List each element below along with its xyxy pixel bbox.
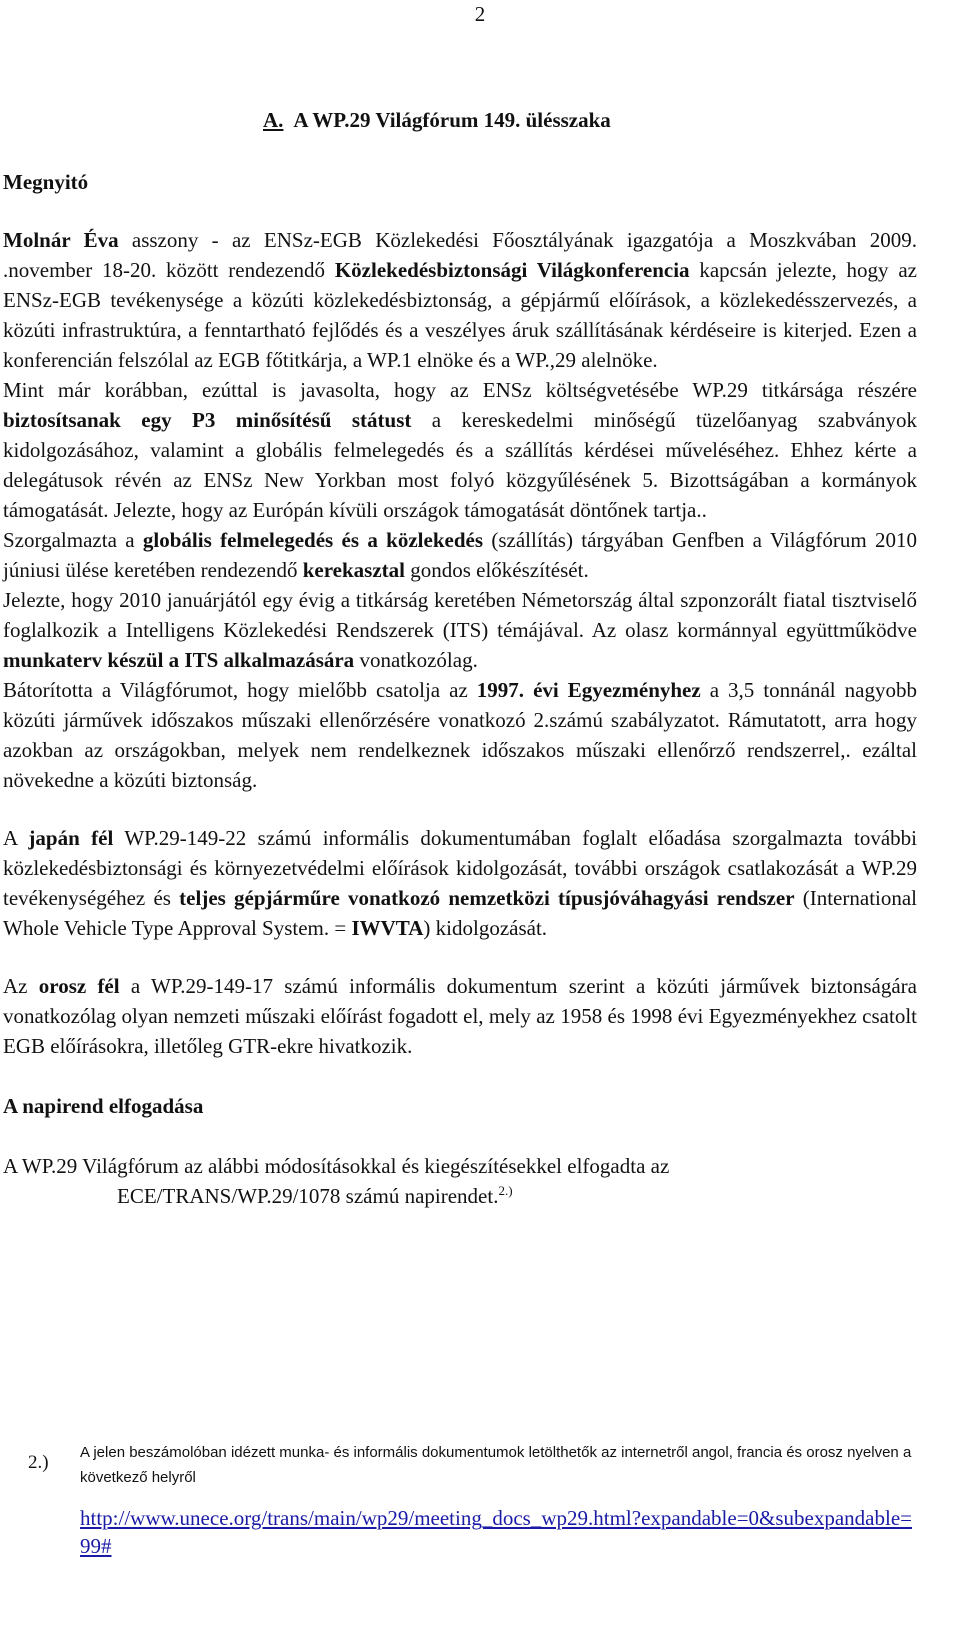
text-span: vonatkozólag. <box>354 648 478 672</box>
text-span: a 3,5 tonnánál nagyobb közúti járművek időszakos műszaki ellenőrzésére vonatkozó 2.számú szabályzatot. Rámutatott, arra hogy azokban az országokban, melyek nem rendelkeznek időszakos műszaki ellenőrző rendszerrel,. ezáltal növekedne a közúti biztonság. <box>3 678 917 792</box>
text-span: Bátorította a Világfórumot, hogy mielőbb csatolja az <box>3 678 477 702</box>
section-title: A WP.29 Világfórum 149. ülésszaka <box>293 108 611 132</box>
paragraph-budget <box>3 375 917 525</box>
text-span: Mint már korábban, ezúttal is javasolta, hogy az ENSz költségvetésébe WP.29 titkársága részére <box>3 378 917 402</box>
speaker-name: Molnár Éva <box>3 228 119 252</box>
document-body <box>3 225 917 1211</box>
emphasis: orosz fél <box>38 974 120 998</box>
text-span: ) kidolgozását. <box>423 916 548 940</box>
opening-subheading: Megnyitó <box>3 170 89 194</box>
emphasis: munkaterv készül a ITS alkalmazására <box>3 648 355 672</box>
agenda-continuation <box>3 1181 917 1211</box>
text-span: Az <box>3 974 39 998</box>
text-span: kapcsán jelezte, hogy az ENSz-EGB tevékenysége a közúti közlekedésbiztonság, a gépjármű előírások, a közlekedésszervezés, a közúti infrastruktúra, a fenntartható fejlődés és a veszélyes áruk szállításának kérdéseire is kiterjed. Ezen a konferencián felszólal az EGB főtitkárja, a WP.1 elnöke és a WP.,29 alelnöke. <box>3 258 917 372</box>
emphasis: 1997. évi Egyezményhez <box>476 678 701 702</box>
text-span: (szállítás) tárgyában Genfben a Világfórum 2010 júniusi ülése keretében rendezendő <box>3 528 917 582</box>
paragraph-its <box>3 585 917 675</box>
text-span: A WP.29 Világfórum az alábbi módosításokkal és kiegészítésekkel elfogadta az <box>3 1154 670 1178</box>
paragraph-gap <box>3 943 917 971</box>
page-number: 2 <box>474 2 486 26</box>
paragraph-agreement <box>3 675 917 795</box>
paragraph-gap <box>3 1061 917 1091</box>
footnote-marker: 2.) <box>28 1452 49 1473</box>
section-letter: A. <box>263 108 284 132</box>
section-heading <box>263 108 611 133</box>
emphasis: teljes gépjárműre vonatkozó nemzetközi típusjóváhagyási rendszer <box>179 886 795 910</box>
text-span: Szorgalmazta a <box>3 528 143 552</box>
conference-name: Közlekedésbiztonsági Világkonferencia <box>334 258 690 282</box>
emphasis: IWVTA <box>351 916 424 940</box>
text-span: ECE/TRANS/WP.29/1078 számú napirendet. <box>117 1184 499 1208</box>
emphasis: biztosítsanak egy P3 minősítésű státust <box>3 408 412 432</box>
paragraph-russia <box>3 971 917 1061</box>
emphasis: globális felmelegedés és a közlekedés <box>142 528 484 552</box>
emphasis: kerekasztal <box>302 558 405 582</box>
text-span: Jelezte, hogy 2010 januárjától egy évig a titkárság keretében Németország által szponzorált fiatal tisztviselő foglalkozik a Intelligens Közlekedési Rendszerek (ITS) témájával. Az olasz kormánnyal együttműködve <box>3 588 917 642</box>
paragraph-gap <box>3 1121 917 1151</box>
text-span: A <box>3 826 29 850</box>
paragraph-gap <box>3 795 917 823</box>
text-span: gondos előkészítését. <box>404 558 589 582</box>
paragraph-agenda <box>3 1151 917 1211</box>
paragraph-opening-remarks <box>3 225 917 375</box>
text-span: (International Whole Vehicle Type Approval System. = <box>3 886 918 940</box>
paragraph-roundtable <box>3 525 917 585</box>
footnote-reference: 2.) <box>498 1183 513 1198</box>
text-span: a kereskedelmi minőségű tüzelőanyag szabványok kidolgozásához, valamint a globális felmelegedés és a szállítás kérdései műveléséhez. Ehhez kérte a delegátusok révén az ENSz New Yorkban most folyó közgyűlésének 5. Bizottságában a kormányok támogatását. Jelezte, hogy az Európán kívüli országok támogatását döntőnek tartja.. <box>3 408 917 522</box>
agenda-heading: A napirend elfogadása <box>3 1094 204 1118</box>
text-span: WP.29-149-22 számú informális dokumentumában foglalt előadása szorgalmazta további közlekedésbiztonsági és környezetvédelmi előírások kidolgozását, további országok csatlakozását a WP.29 tevékenységéhez és <box>3 826 918 910</box>
footnote-link[interactable]: http://www.unece.org/trans/main/wp29/meeting_docs_wp29.html?expandable=0&subexpandable=99# <box>80 1506 913 1558</box>
paragraph-japan <box>3 823 917 943</box>
text-span: asszony - az ENSz-EGB Közlekedési Főosztályának igazgatója a Moszkvában 2009. .november 18-20. között rendezendő <box>3 228 917 282</box>
footnote-text: A jelen beszámolóban idézett munka- és informális dokumentumok letölthetők az internetről angol, francia és orosz nyelven a következő helyről <box>80 1444 912 1486</box>
text-span: a WP.29-149-17 számú informális dokumentum szerint a közúti járművek biztonságára vonatkozólag olyan nemzeti műszaki előírást fogadott el, mely az 1958 és 1998 évi Egyezményekhez csatolt EGB előírásokra, illetőleg GTR-ekre hivatkozik. <box>3 974 917 1058</box>
emphasis: japán fél <box>28 826 114 850</box>
